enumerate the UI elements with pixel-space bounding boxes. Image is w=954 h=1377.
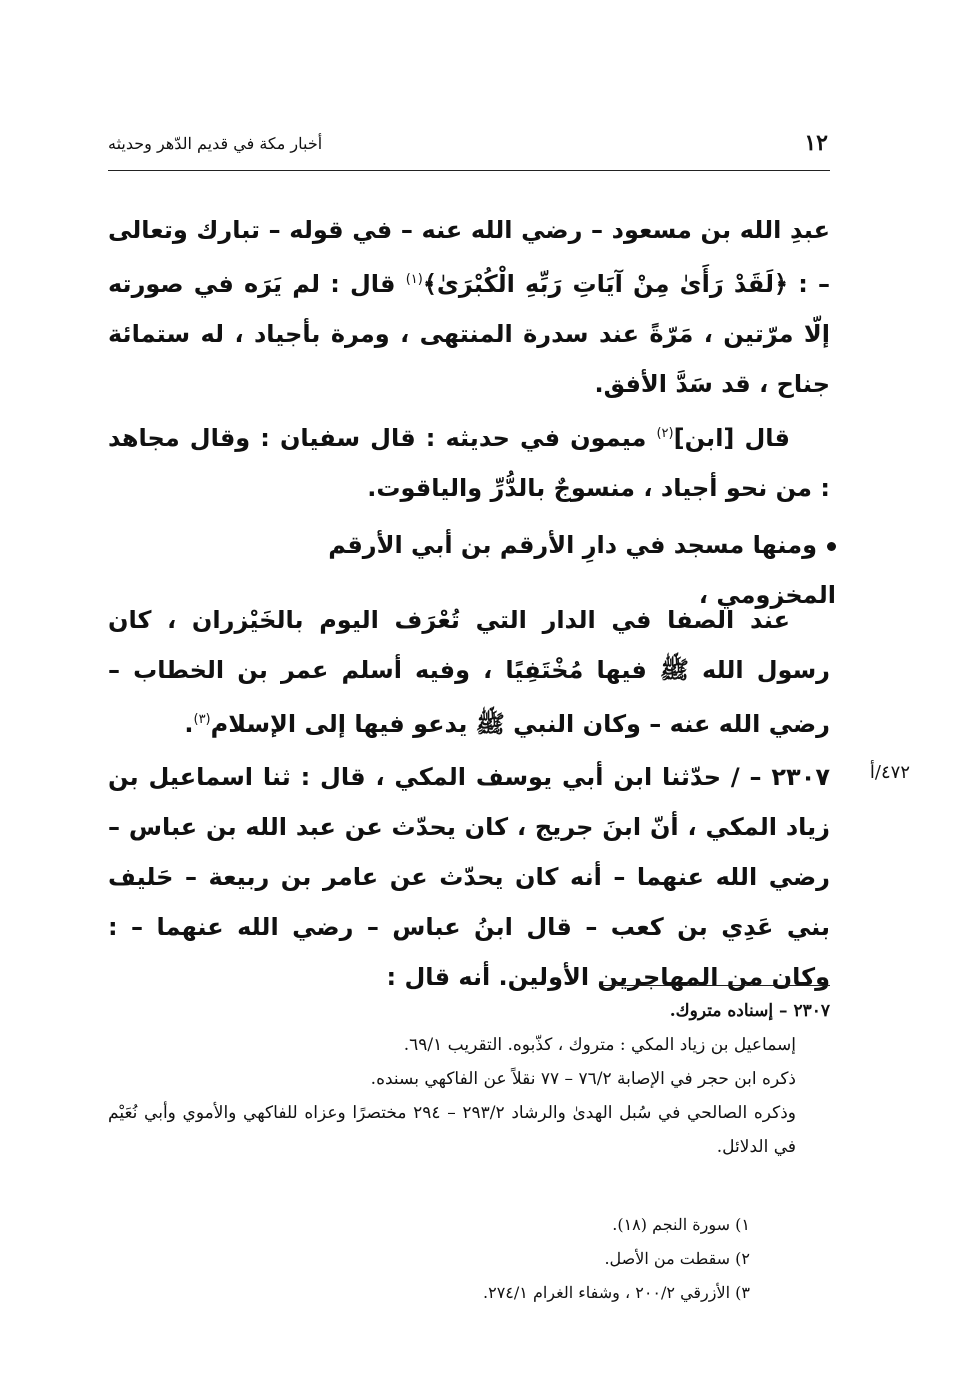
footnote-2: ٢) سقطت من الأصل. [604,1249,750,1268]
footnote-ref-3: (٣) [193,712,211,727]
paragraph-ibn-masud [108,205,830,513]
bullet-icon [827,542,836,551]
footnote-ref-1: (١) [405,272,423,287]
paragraph-dar-al-arqam: عند الصفا في الدار التي تُعْرَف اليوم بالخَيْزران ، كان رسول الله ﷺ فيها مُخْتَفِيًا ، وفيه أسلم عمر بن الخطاب – رضي الله عنه – وكان النبي ﷺ يدعو فيها إلى الإسلام$^{(٣)}$. [108,606,830,738]
takhrij-notes [108,994,830,1164]
footnote-1: ١) سورة النجم (١٨). [612,1215,750,1234]
paragraph3-text: عند الصفا في الدار التي تُعْرَف اليوم بالخَيْزران ، كان رسول الله ﷺ فيها مُخْتَفِيًا ، وفيه أسلم عمر بن الخطاب – رضي الله عنه – وكان النبي ﷺ يدعو فيها إلى الإسلام [108,606,830,738]
footnote-ref-2: (٢) [656,426,674,441]
page-number: ١٢ [804,130,828,156]
paragraph2-text-a: قال [ابن] [673,424,790,452]
section-heading-text: ومنها مسجد في دارِ الأرقم بن أبي الأرقم المخزومي ، [328,531,836,609]
footnote-3: ٣) الأزرقي ٢٠٠/٢ ، وشفاء الغرام ٢٧٤/١. [483,1283,750,1302]
notes-rule [600,985,830,986]
paragraph2-text-b: ميمون في حديثه : قال سفيان : وقال مجاهد : من نحو أجياد ، منسوجٌ بالدُّرِّ والياقوت. [108,424,830,502]
paragraph1-continuation: قال : لم يَرَه في صورته إلّا مرّتين ، مَرّةً عند سدرة المنتهى ، ومرة بأجياد ، له ستمائة جناح ، قد سَدَّ الأفق. [108,270,830,398]
paragraph1-text: عبدِ الله بن مسعود – رضي الله عنه – في قوله – تبارك وتعالى – : ﴿لَقَدْ رَأَىٰ مِنْ آيَاتِ رَبِّهِ الْكُبْرَىٰ﴾ [108,216,831,298]
running-title: أخبار مكة في قديم الدّهر وحديثه [108,134,323,153]
takhrij-line-1: إسماعيل بن زياد المكي : متروك ، كذّبوه. التقريب ٦٩/١. [403,1035,796,1055]
running-header [108,128,828,160]
hadith-text: ٢٣٠٧ – / حدّثنا ابن أبي يوسف المكي ، قال : ثنا اسماعيل بن زياد المكي ، أنّ ابنَ جريج ، كان يحدّث عن عبد الله بن عباس – رضي الله عنهما – أنه كان يحدّث عن عامر بن ربيعة – حَليف بني عَدِي بن كعب – قال ابنُ عباس – رضي الله عنهما – : وكان من المهاجرين الأولين. أنه قال : [108,763,830,991]
hadith-2307 [108,752,830,1002]
takhrij-line-3: وذكره الصالحي في سُبل الهدىٰ والرشاد ٢٩٣/٢ – ٢٩٤ مختصرًا وعزاه للفاكهي والأموي وأبي نُعَيْم في الدلائل. [108,1103,796,1157]
takhrij-heading: ٢٣٠٧ – إسناده متروك. [669,1001,830,1021]
takhrij-line-2: ذكره ابن حجر في الإصابة ٧٦/٢ – ٧٧ نقلاً عن الفاكهي بسنده. [370,1069,796,1089]
manuscript-folio-note: ٤٧٢/أ [869,762,910,783]
header-rule [108,170,830,171]
footnotes [108,1208,830,1310]
